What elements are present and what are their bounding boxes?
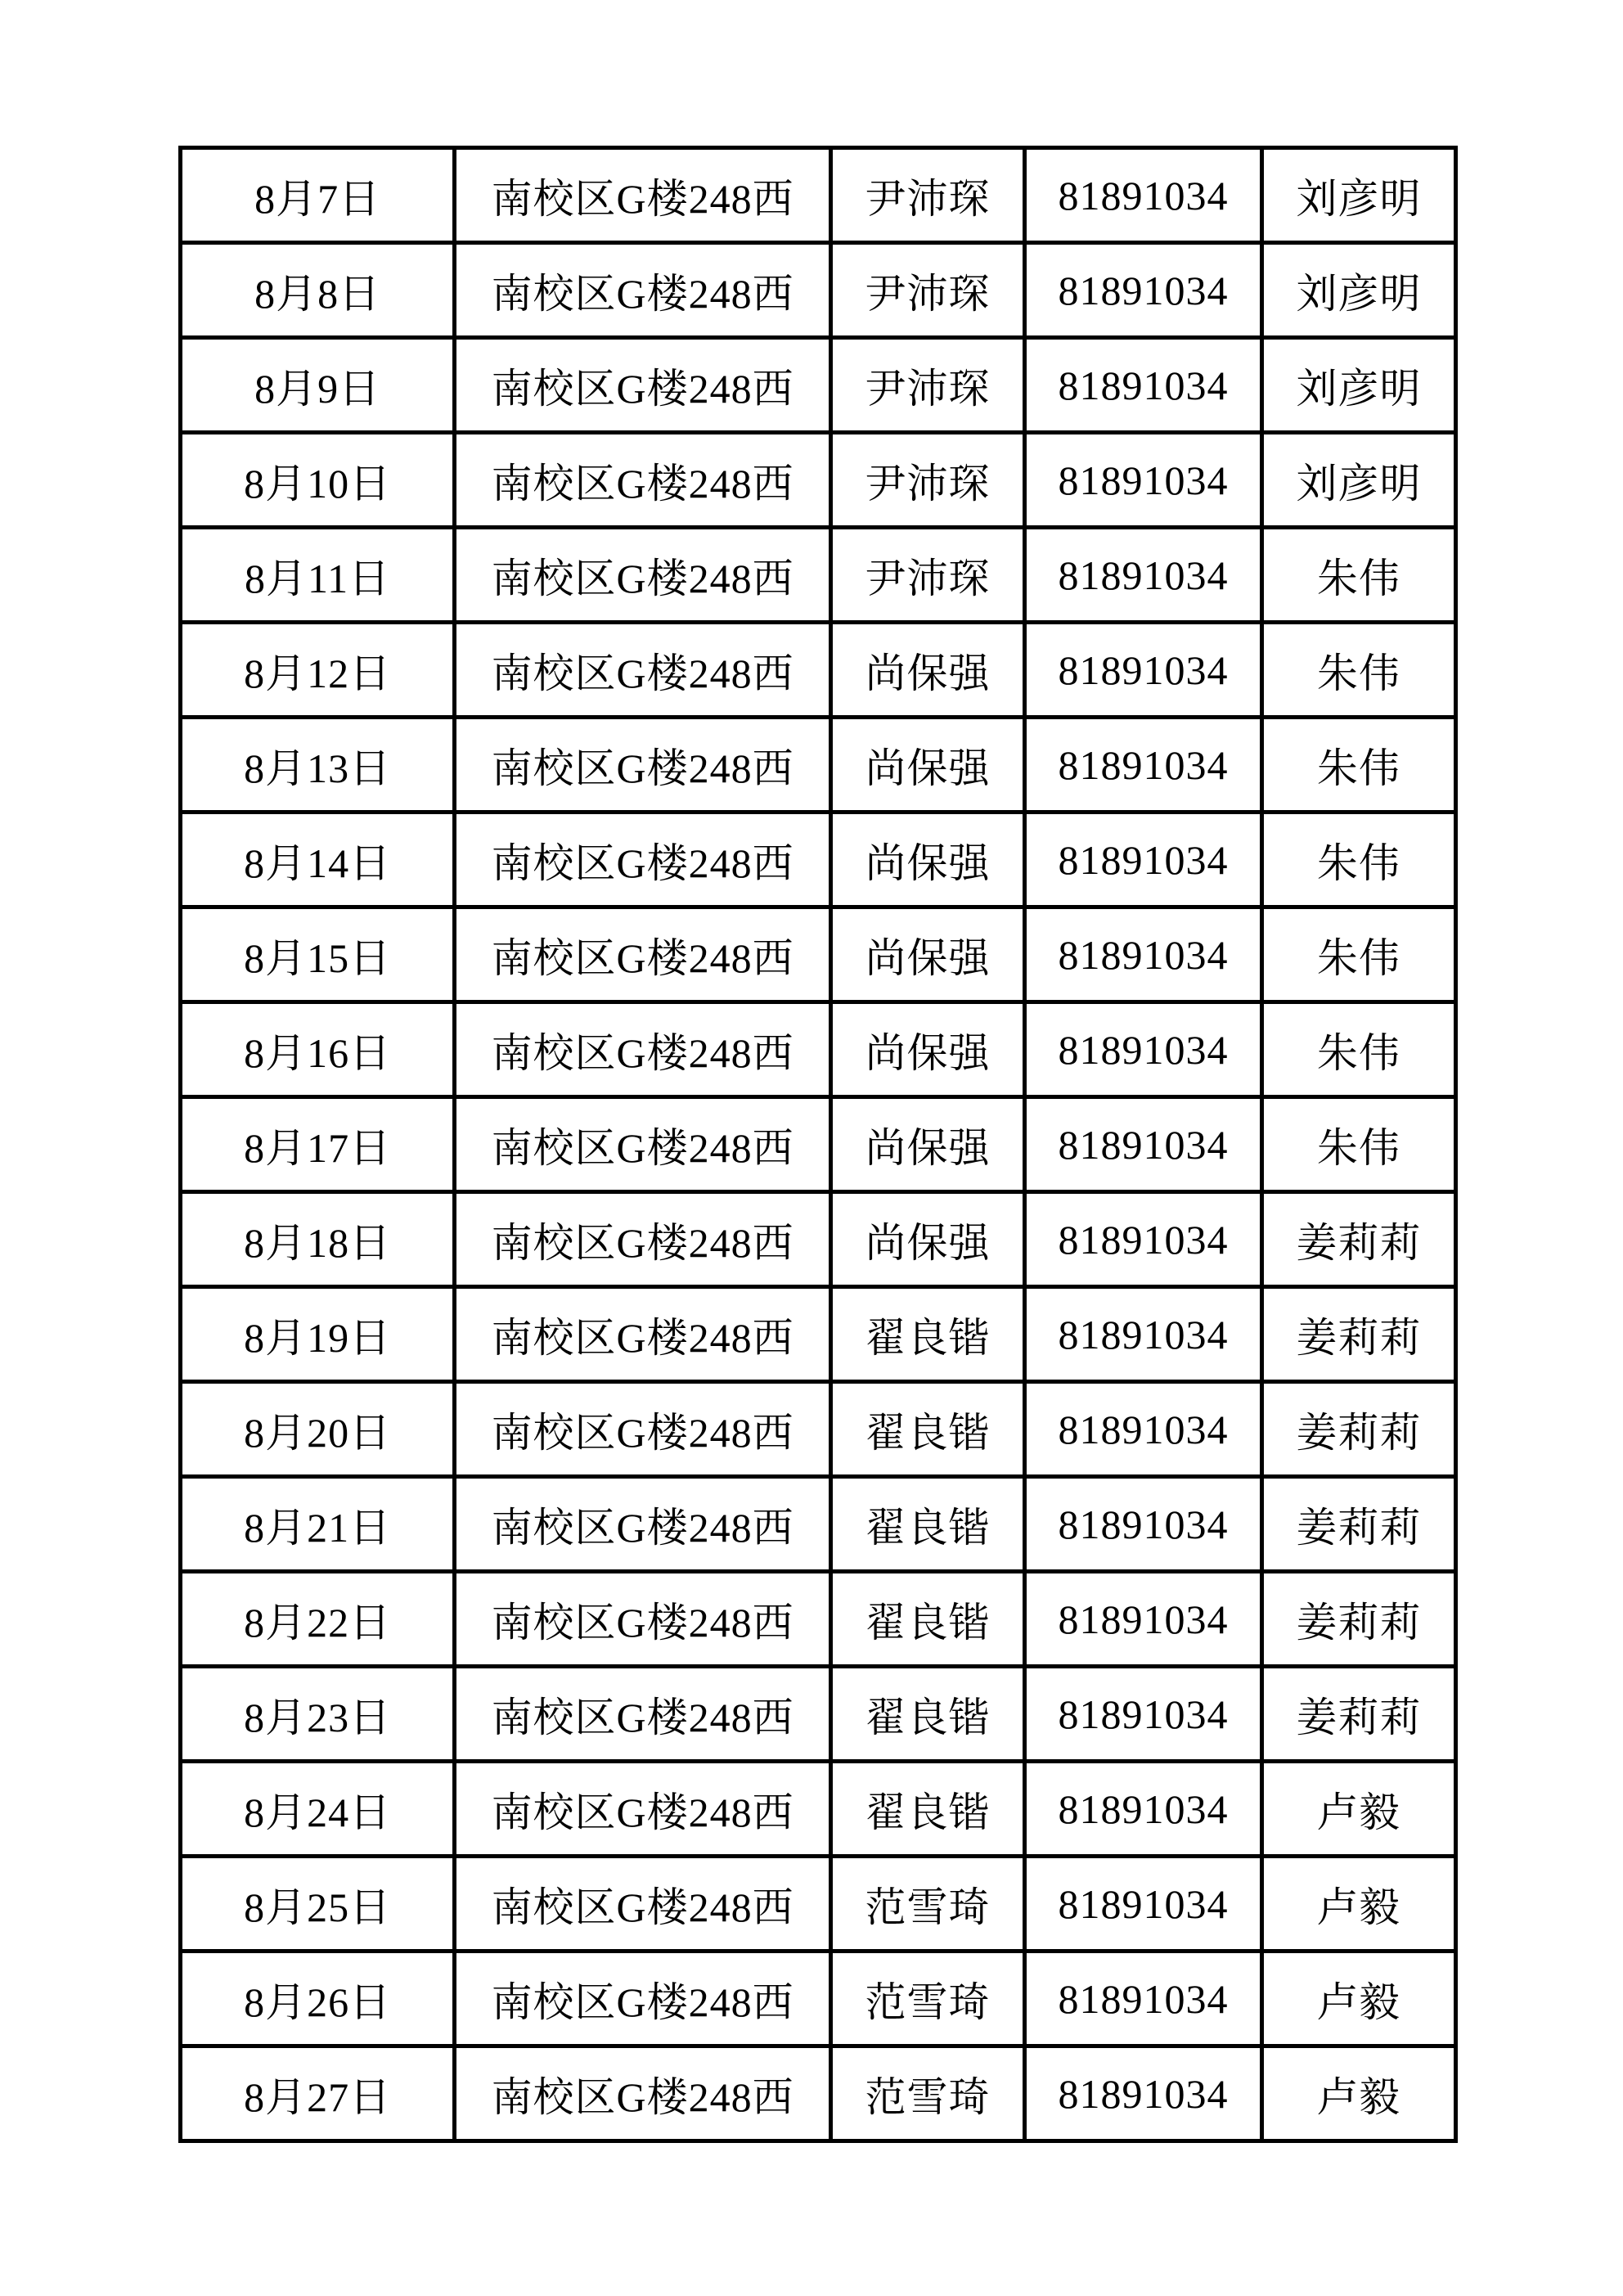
cell-location: 南校区G楼248西: [455, 338, 831, 433]
duty-roster-table: [178, 146, 1458, 2143]
cell-phone: 81891034: [1025, 243, 1262, 338]
cell-date: 8月21日: [181, 1477, 455, 1572]
cell-leader: 刘彦明: [1262, 243, 1456, 338]
cell-location: 南校区G楼248西: [455, 243, 831, 338]
cell-duty-person: 翟良锴: [831, 1762, 1025, 1857]
cell-date: 8月18日: [181, 1192, 455, 1287]
cell-leader: 姜莉莉: [1262, 1667, 1456, 1762]
cell-location: 南校区G楼248西: [455, 1952, 831, 2046]
cell-date: 8月14日: [181, 813, 455, 907]
cell-location: 南校区G楼248西: [455, 1192, 831, 1287]
cell-phone: 81891034: [1025, 1382, 1262, 1477]
table-row: [181, 148, 1456, 243]
cell-location: 南校区G楼248西: [455, 1097, 831, 1192]
cell-duty-person: 尚保强: [831, 907, 1025, 1002]
cell-phone: 81891034: [1025, 2046, 1262, 2141]
table-row: [181, 338, 1456, 433]
cell-duty-person: 尹沛琛: [831, 148, 1025, 243]
cell-date: 8月16日: [181, 1002, 455, 1097]
table-row: [181, 1762, 1456, 1857]
cell-phone: 81891034: [1025, 1762, 1262, 1857]
table-row: [181, 1667, 1456, 1762]
cell-date: 8月7日: [181, 148, 455, 243]
cell-leader: 卢毅: [1262, 2046, 1456, 2141]
cell-date: 8月9日: [181, 338, 455, 433]
table-row: [181, 1572, 1456, 1667]
cell-date: 8月13日: [181, 718, 455, 813]
cell-phone: 81891034: [1025, 1857, 1262, 1952]
duty-table-body: [181, 148, 1456, 2141]
table-row: [181, 433, 1456, 528]
cell-date: 8月15日: [181, 907, 455, 1002]
cell-leader: 姜莉莉: [1262, 1572, 1456, 1667]
cell-duty-person: 范雪琦: [831, 1857, 1025, 1952]
cell-location: 南校区G楼248西: [455, 1477, 831, 1572]
cell-duty-person: 尚保强: [831, 1002, 1025, 1097]
cell-phone: 81891034: [1025, 1477, 1262, 1572]
cell-date: 8月19日: [181, 1287, 455, 1382]
cell-date: 8月17日: [181, 1097, 455, 1192]
cell-phone: 81891034: [1025, 1667, 1262, 1762]
cell-location: 南校区G楼248西: [455, 1857, 831, 1952]
cell-location: 南校区G楼248西: [455, 813, 831, 907]
table-row: [181, 1287, 1456, 1382]
cell-duty-person: 翟良锴: [831, 1572, 1025, 1667]
cell-leader: 卢毅: [1262, 1952, 1456, 2046]
cell-leader: 姜莉莉: [1262, 1382, 1456, 1477]
table-row: [181, 1097, 1456, 1192]
cell-phone: 81891034: [1025, 338, 1262, 433]
cell-phone: 81891034: [1025, 433, 1262, 528]
cell-date: 8月26日: [181, 1952, 455, 2046]
cell-leader: 卢毅: [1262, 1762, 1456, 1857]
cell-phone: 81891034: [1025, 907, 1262, 1002]
cell-duty-person: 尚保强: [831, 718, 1025, 813]
cell-leader: 朱伟: [1262, 623, 1456, 718]
cell-location: 南校区G楼248西: [455, 718, 831, 813]
cell-duty-person: 尚保强: [831, 813, 1025, 907]
cell-leader: 刘彦明: [1262, 148, 1456, 243]
cell-leader: 朱伟: [1262, 1002, 1456, 1097]
cell-location: 南校区G楼248西: [455, 528, 831, 623]
cell-leader: 朱伟: [1262, 528, 1456, 623]
table-row: [181, 243, 1456, 338]
cell-duty-person: 尹沛琛: [831, 338, 1025, 433]
cell-duty-person: 翟良锴: [831, 1382, 1025, 1477]
table-row: [181, 1857, 1456, 1952]
cell-phone: 81891034: [1025, 1287, 1262, 1382]
cell-location: 南校区G楼248西: [455, 1667, 831, 1762]
cell-duty-person: 尚保强: [831, 1097, 1025, 1192]
cell-leader: 姜莉莉: [1262, 1192, 1456, 1287]
cell-duty-person: 翟良锴: [831, 1287, 1025, 1382]
cell-duty-person: 尚保强: [831, 623, 1025, 718]
cell-location: 南校区G楼248西: [455, 433, 831, 528]
table-row: [181, 813, 1456, 907]
cell-leader: 朱伟: [1262, 1097, 1456, 1192]
cell-leader: 刘彦明: [1262, 433, 1456, 528]
table-row: [181, 907, 1456, 1002]
table-row: [181, 718, 1456, 813]
cell-leader: 朱伟: [1262, 813, 1456, 907]
cell-location: 南校区G楼248西: [455, 148, 831, 243]
cell-phone: 81891034: [1025, 528, 1262, 623]
cell-location: 南校区G楼248西: [455, 1382, 831, 1477]
cell-duty-person: 范雪琦: [831, 2046, 1025, 2141]
cell-phone: 81891034: [1025, 1002, 1262, 1097]
table-row: [181, 2046, 1456, 2141]
cell-duty-person: 翟良锴: [831, 1667, 1025, 1762]
cell-phone: 81891034: [1025, 1952, 1262, 2046]
cell-date: 8月23日: [181, 1667, 455, 1762]
cell-duty-person: 尹沛琛: [831, 243, 1025, 338]
cell-location: 南校区G楼248西: [455, 2046, 831, 2141]
table-row: [181, 1002, 1456, 1097]
cell-phone: 81891034: [1025, 718, 1262, 813]
cell-leader: 姜莉莉: [1262, 1287, 1456, 1382]
cell-duty-person: 尹沛琛: [831, 528, 1025, 623]
cell-location: 南校区G楼248西: [455, 1002, 831, 1097]
cell-phone: 81891034: [1025, 813, 1262, 907]
cell-duty-person: 尹沛琛: [831, 433, 1025, 528]
cell-date: 8月27日: [181, 2046, 455, 2141]
cell-date: 8月10日: [181, 433, 455, 528]
cell-date: 8月11日: [181, 528, 455, 623]
cell-duty-person: 翟良锴: [831, 1477, 1025, 1572]
cell-date: 8月8日: [181, 243, 455, 338]
table-row: [181, 1477, 1456, 1572]
cell-leader: 朱伟: [1262, 907, 1456, 1002]
cell-date: 8月12日: [181, 623, 455, 718]
table-row: [181, 623, 1456, 718]
cell-location: 南校区G楼248西: [455, 907, 831, 1002]
cell-location: 南校区G楼248西: [455, 1287, 831, 1382]
cell-phone: 81891034: [1025, 1572, 1262, 1667]
cell-location: 南校区G楼248西: [455, 623, 831, 718]
cell-phone: 81891034: [1025, 148, 1262, 243]
cell-date: 8月25日: [181, 1857, 455, 1952]
table-row: [181, 1192, 1456, 1287]
cell-leader: 刘彦明: [1262, 338, 1456, 433]
cell-date: 8月20日: [181, 1382, 455, 1477]
table-row: [181, 1382, 1456, 1477]
cell-phone: 81891034: [1025, 1192, 1262, 1287]
cell-date: 8月22日: [181, 1572, 455, 1667]
table-row: [181, 1952, 1456, 2046]
cell-leader: 卢毅: [1262, 1857, 1456, 1952]
cell-leader: 朱伟: [1262, 718, 1456, 813]
cell-phone: 81891034: [1025, 623, 1262, 718]
cell-duty-person: 范雪琦: [831, 1952, 1025, 2046]
cell-date: 8月24日: [181, 1762, 455, 1857]
cell-leader: 姜莉莉: [1262, 1477, 1456, 1572]
table-row: [181, 528, 1456, 623]
cell-location: 南校区G楼248西: [455, 1762, 831, 1857]
cell-phone: 81891034: [1025, 1097, 1262, 1192]
cell-location: 南校区G楼248西: [455, 1572, 831, 1667]
cell-duty-person: 尚保强: [831, 1192, 1025, 1287]
